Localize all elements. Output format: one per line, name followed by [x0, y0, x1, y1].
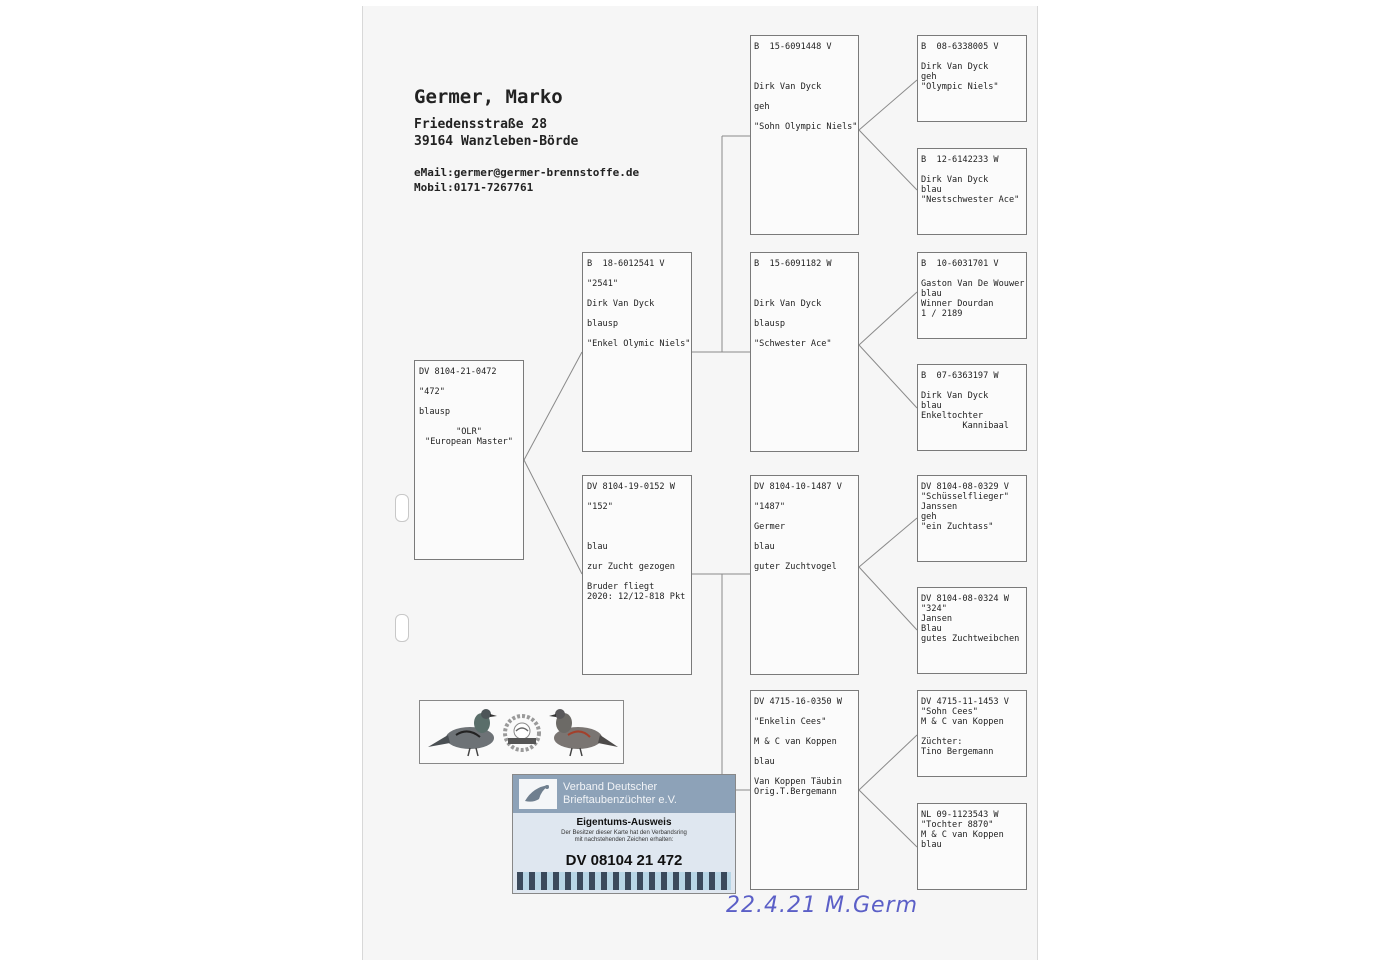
ssd-line-4: blau — [921, 185, 942, 195]
pigeon-card-dam — [582, 475, 692, 675]
ds-line-5: Germer — [754, 522, 786, 532]
pigeon-card-sds — [917, 252, 1027, 339]
sss-line-3: Dirk Van Dyck — [921, 62, 989, 72]
sdd-line-4: blau — [921, 401, 942, 411]
ddd-line-1: NL 09-1123543 W — [921, 810, 999, 820]
main-line-5: blausp — [419, 407, 451, 417]
pigeon-card-dss — [917, 475, 1027, 562]
dam-line-12: 2020: 12/12-818 Pkt — [587, 592, 686, 602]
dds-line-5: Züchter: — [921, 737, 963, 747]
owner-email: eMail:germer@germer-brennstoffe.de — [414, 166, 640, 179]
sdd-line-6: Kannibaal — [921, 421, 1009, 431]
dd-line-9: Van Koppen Täubin — [754, 777, 842, 787]
card-desc-line-1: Der Besitzer dieser Karte hat den Verbandsring — [561, 830, 687, 836]
sdd-line-3: Dirk Van Dyck — [921, 391, 989, 401]
pigeon-card-dsd — [917, 587, 1027, 674]
dd-line-5: M & C van Koppen — [754, 737, 837, 747]
sds-line-6: 1 / 2189 — [921, 309, 963, 319]
sd-line-9: "Schwester Ace" — [754, 339, 832, 349]
laurel-wreath-icon — [505, 716, 539, 750]
ssd-line-3: Dirk Van Dyck — [921, 175, 989, 185]
ssd-line-1: B 12-6142233 W — [921, 155, 999, 165]
sds-line-5: Winner Dourdan — [921, 299, 994, 309]
ownership-card — [512, 774, 736, 894]
dds-line-2: "Sohn Cees" — [921, 707, 978, 717]
dsd-line-4: Blau — [921, 624, 942, 634]
pigeon-card-ds — [750, 475, 859, 675]
pigeon-logo-panel — [419, 700, 624, 764]
pigeon-card-ddd — [917, 803, 1027, 890]
pigeon-card-sss — [917, 35, 1027, 122]
dss-line-4: geh — [921, 512, 937, 522]
sd-line-7: blausp — [754, 319, 786, 329]
dsd-line-3: Jansen — [921, 614, 953, 624]
main-line-8: "European Master" — [425, 437, 513, 447]
dss-line-1: DV 8104-08-0329 V — [921, 482, 1009, 492]
dds-line-1: DV 4715-11-1453 V — [921, 697, 1009, 707]
sdd-line-1: B 07-6363197 W — [921, 371, 999, 381]
dss-line-5: "ein Zuchtass" — [921, 522, 994, 532]
dam-line-3: "152" — [587, 502, 613, 512]
sds-line-1: B 10-6031701 V — [921, 259, 999, 269]
sds-line-3: Gaston Van De Wouwer — [921, 279, 1025, 289]
ddd-line-2: "Tochter 8870" — [921, 820, 994, 830]
pigeon-card-dd — [750, 690, 859, 890]
owner-city: 39164 Wanzleben-Börde — [414, 134, 579, 149]
card-ring-number: DV 08104 21 472 — [565, 852, 683, 869]
dam-line-11: Bruder fliegt — [587, 582, 655, 592]
ssd-line-5: "Nestschwester Ace" — [921, 195, 1020, 205]
ds-line-3: "1487" — [754, 502, 786, 512]
dd-line-3: "Enkelin Cees" — [754, 717, 827, 727]
ss-line-5: Dirk Van Dyck — [754, 82, 822, 92]
main-line-3: "472" — [419, 387, 445, 397]
sss-line-4: geh — [921, 72, 937, 82]
dd-line-7: blau — [754, 757, 775, 767]
pigeon-card-sdd — [917, 364, 1027, 451]
ddd-line-3: M & C van Koppen — [921, 830, 1004, 840]
dss-line-2: "Schüsselflieger" — [921, 492, 1009, 502]
ds-line-7: blau — [754, 542, 775, 552]
card-desc-line-2: mit nachstehenden Zeichen erhalten: — [574, 837, 674, 843]
ss-line-1: B 15-6091448 V — [754, 42, 832, 52]
handwritten-signature: 22.4.21 M.Germ — [726, 893, 918, 918]
card-title: Eigentums-Ausweis — [576, 817, 672, 828]
pigeon-card-ss — [750, 35, 859, 235]
sds-line-4: blau — [921, 289, 942, 299]
card-pattern — [517, 872, 731, 890]
sire-line-3: "2541" — [587, 279, 619, 289]
pigeon-card-main — [414, 360, 524, 560]
sire-line-5: Dirk Van Dyck — [587, 299, 655, 309]
sss-line-5: "Olympic Niels" — [921, 82, 999, 92]
main-line-7: "OLR" — [456, 427, 482, 437]
ds-line-9: guter Zuchtvogel — [754, 562, 837, 572]
dd-line-1: DV 4715-16-0350 W — [754, 697, 842, 707]
sd-line-1: B 15-6091182 W — [754, 259, 832, 269]
dam-line-9: zur Zucht gezogen — [587, 562, 675, 572]
ddd-line-4: blau — [921, 840, 942, 850]
dss-line-3: Janssen — [921, 502, 958, 512]
owner-street: Friedensstraße 28 — [414, 117, 548, 132]
ss-line-7: geh — [754, 102, 770, 112]
ds-line-1: DV 8104-10-1487 V — [754, 482, 842, 492]
dam-line-1: DV 8104-19-0152 W — [587, 482, 675, 492]
owner-name: Germer, Marko — [414, 86, 563, 108]
pigeon-card-sd — [750, 252, 859, 452]
pigeon-card-sire — [582, 252, 692, 452]
ss-line-9: "Sohn Olympic Niels" — [754, 122, 858, 132]
left-pigeon-icon — [428, 709, 497, 756]
card-org-line-1: Verband Deutscher — [563, 781, 658, 793]
card-org-line-2: Brieftaubenzüchter e.V. — [563, 794, 677, 806]
owner-mobile: Mobil:0171-7267761 — [414, 181, 534, 194]
dsd-line-1: DV 8104-08-0324 W — [921, 594, 1009, 604]
dam-line-7: blau — [587, 542, 608, 552]
dsd-line-2: "324" — [921, 604, 947, 614]
main-line-1: DV 8104-21-0472 — [419, 367, 497, 377]
dove-icon — [519, 779, 557, 809]
right-pigeon-icon — [549, 709, 618, 756]
dds-line-3: M & C van Koppen — [921, 717, 1004, 727]
sire-line-7: blausp — [587, 319, 619, 329]
pigeons-emblem-image — [420, 701, 623, 763]
dds-line-6: Tino Bergemann — [921, 747, 994, 757]
dd-line-10: Orig.T.Bergemann — [754, 787, 837, 797]
pigeon-card-dds — [917, 690, 1027, 777]
pigeon-card-ssd — [917, 148, 1027, 235]
sss-line-1: B 08-6338005 V — [921, 42, 999, 52]
dsd-line-5: gutes Zuchtweibchen — [921, 634, 1020, 644]
sdd-line-5: Enkeltochter — [921, 411, 984, 421]
sire-line-9: "Enkel Olymic Niels" — [587, 339, 691, 349]
sd-line-5: Dirk Van Dyck — [754, 299, 822, 309]
sire-line-1: B 18-6012541 V — [587, 259, 665, 269]
